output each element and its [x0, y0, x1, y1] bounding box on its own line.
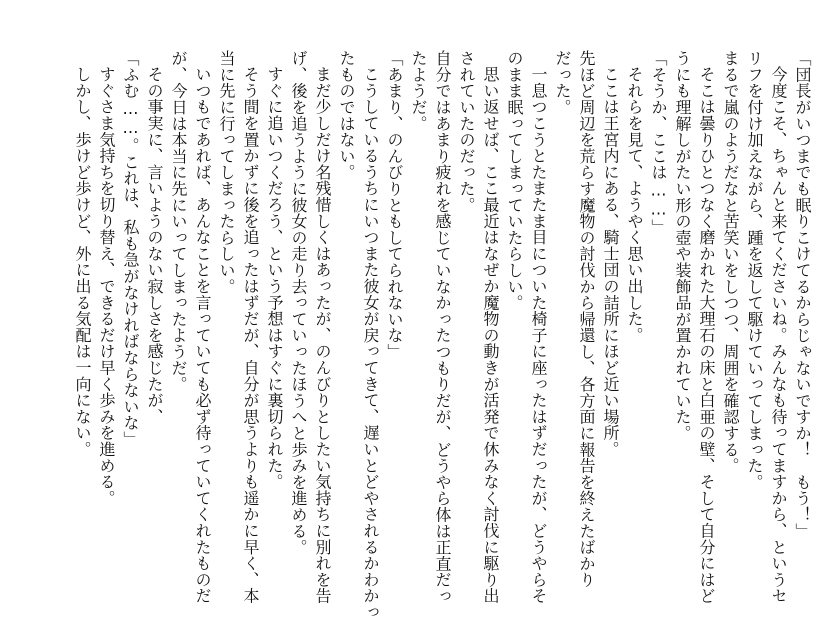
text-line: 「ふむ……。これは、私も急がなければならないな」 [121, 50, 140, 448]
text-line: そう間を置かずに後を追ったはずだが、自分が思うよりも遥かに早く、本 [241, 66, 260, 604]
text-line: たものではない。 [337, 50, 356, 181]
text-line: たようだ。 [409, 50, 428, 132]
text-line: 「あまり、のんびりともしてられないな」 [385, 50, 404, 360]
text-line: だった。 [553, 50, 572, 116]
text-line: が、今日は本当に先にいってしまったようだ。 [169, 50, 188, 393]
text-line: すぐに追いつくだろう、という予想はすぐに裏切られた。 [265, 66, 284, 490]
text-line: まるで嵐のようだなと苦笑いをしつつ、周囲を確認する。 [721, 50, 740, 474]
text-line: うにも理解しがたい形の壺や装飾品が置かれていた。 [673, 50, 692, 442]
text-line: げ、後を追うように彼女の走り去っていったほうへと歩みを進める。 [289, 50, 308, 556]
text-line: 当に先に行ってしまったらしい。 [217, 50, 236, 295]
text-line: 「そうか、ここは……」 [649, 50, 668, 236]
text-line: こうしているうちにいつまた彼女が戻ってきて、遅いとどやされるかわかっ [361, 66, 380, 620]
text-line: ここは王宮内にある、騎士団の詰所にほど近い場所。 [601, 66, 620, 458]
text-line: のまま眠ってしまっていたらしい。 [505, 50, 524, 311]
text-line: いつもであれば、あんなことを言っていても必ず待っていてくれたものだ [193, 66, 212, 604]
text-line: すぐさま気持ちを切り替え、できるだけ早く歩みを進める。 [97, 66, 116, 507]
text-line: 先ほど周辺を荒らす魔物の討伐から帰還し、各方面に報告を終えたばかり [577, 50, 596, 588]
text-line: されていたのだった。 [457, 50, 476, 213]
text-line: 一息つこうとたまたま目についた椅子に座ったはずだったが、どうやらそ [529, 66, 548, 604]
text-line: それらを見て、ようやく思い出した。 [625, 66, 644, 344]
text-line: 「団長がいつまでも眠りこけてるからじゃないですか！ もう！」 [793, 50, 812, 539]
text-line: まだ少しだけ名残惜しくはあったが、のんびりとしたい気持ちに別れを告 [313, 66, 332, 604]
text-line: 自分ではあまり疲れを感じていなかったつもりだが、どうやら体は正直だっ [433, 50, 452, 605]
text-line: 思い返せば、ここ最近はなぜか魔物の動きが活発で休みなく討伐に駆り出 [481, 66, 500, 604]
text-line: リフを付け加えながら、踵を返して駆けていってしまった。 [745, 50, 764, 491]
text-line: そこは曇りひとつなく磨かれた大理石の床と白亜の壁、そして自分にはど [697, 66, 716, 604]
text-line: しかし、歩けど歩けど、外に出る気配は一向にない。 [73, 66, 92, 458]
text-line: 今度こそ、ちゃんと来てくださいね。みんなも待ってますから、というセ [769, 66, 788, 604]
text-line: その事実に、言いようのない寂しさを感じたが、 [145, 66, 164, 425]
